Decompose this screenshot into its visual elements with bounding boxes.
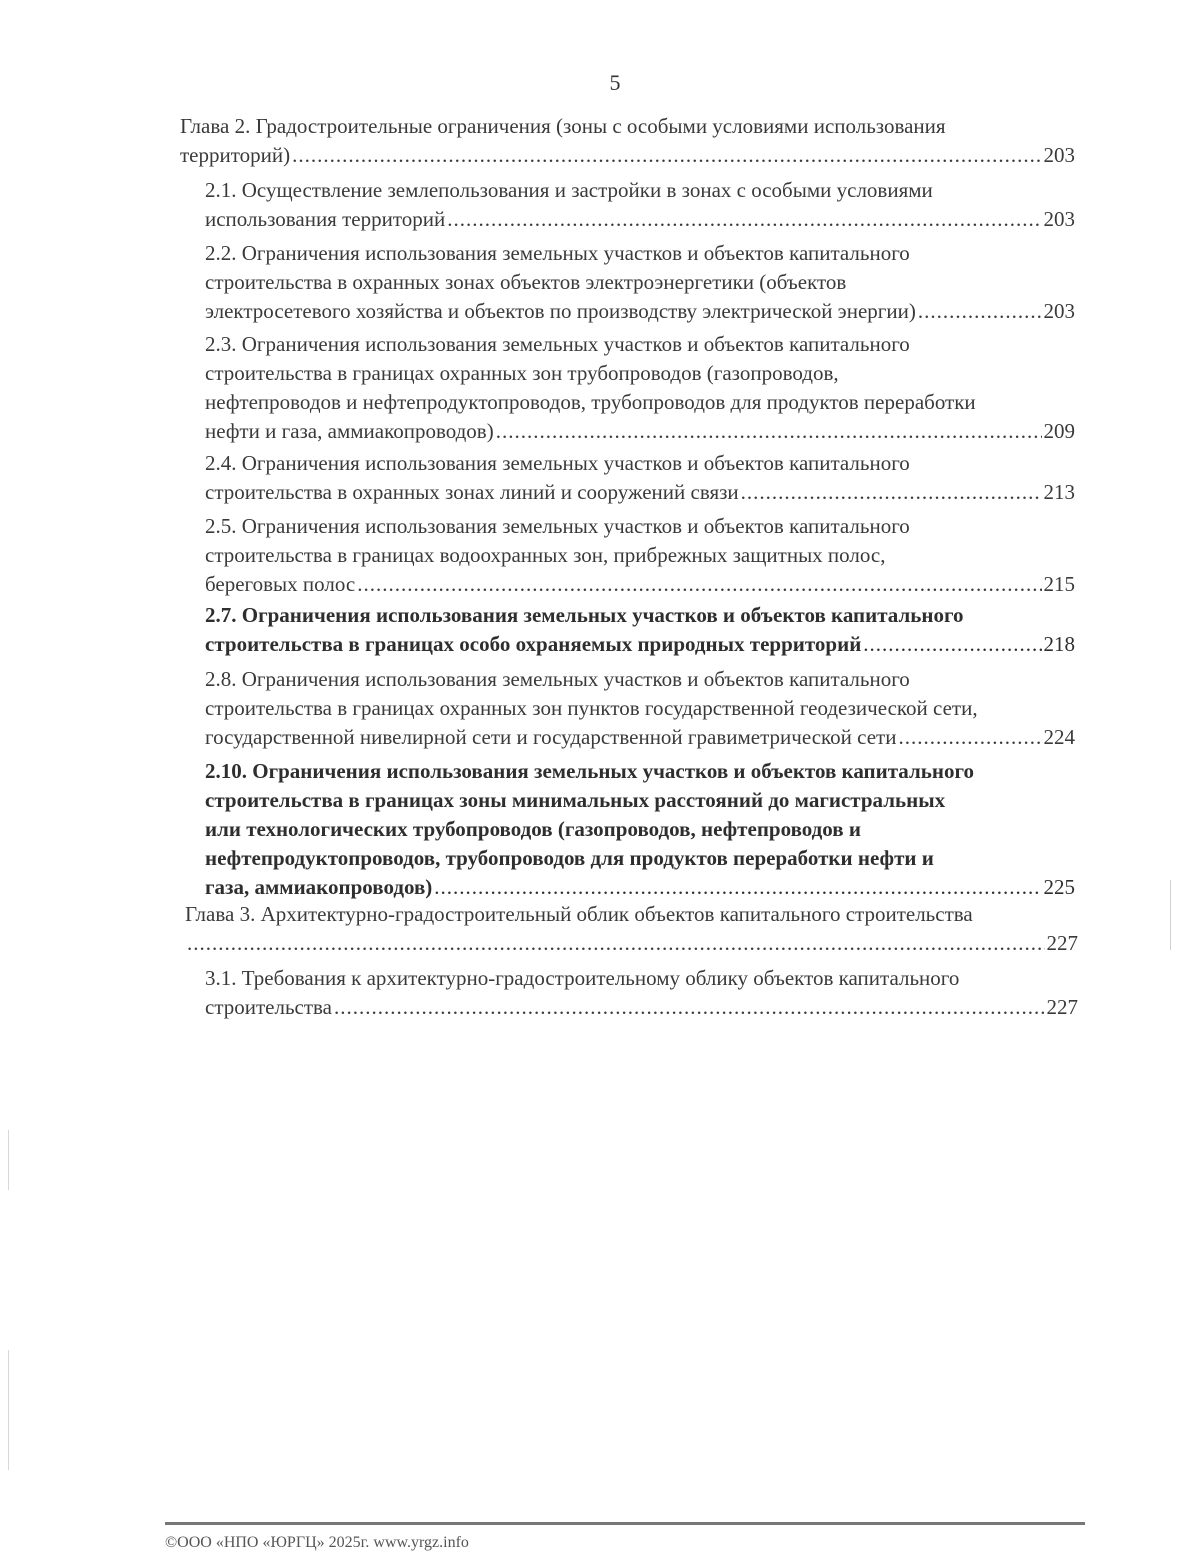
- toc-entry-leader-line: [205, 630, 1075, 659]
- toc-entry-leader-line: [205, 873, 1075, 902]
- toc-entry-line: строительства в охранных зонах линий и сооружений связи: [205, 480, 739, 504]
- toc-page-number: 218: [1043, 632, 1075, 656]
- toc-entry-line: 2.1. Осуществление землепользования и застройки в зонах с особыми условиями: [205, 178, 933, 202]
- toc-entry-line: государственной нивелирной сети и государственной гравиметрической сети: [205, 725, 897, 749]
- toc-entry-leader-line: [185, 929, 1078, 958]
- toc-entry-leader-line: [205, 417, 1075, 446]
- toc-page-number: 224: [1043, 725, 1075, 749]
- toc-entry-line: 2.8. Ограничения использования земельных участков и объектов капитального: [205, 667, 910, 691]
- toc-entry-line: Глава 3. Архитектурно-градостроительный облик объектов капитального строительства: [185, 902, 973, 926]
- toc-entry-leader-line: [205, 570, 1075, 599]
- toc-entry-leader-line: [205, 205, 1075, 234]
- dot-leader: [187, 929, 1045, 958]
- toc-page-number: 209: [1043, 419, 1075, 443]
- toc-entry-line: 2.5. Ограничения использования земельных участков и объектов капитального: [205, 514, 910, 538]
- toc-entry: [205, 665, 1075, 752]
- toc-page-number: 215: [1043, 572, 1075, 596]
- toc-entry: [205, 176, 1075, 234]
- toc-entry-line: 2.3. Ограничения использования земельных участков и объектов капитального: [205, 332, 910, 356]
- toc-entry-line: использования территорий: [205, 207, 446, 231]
- dot-leader: [863, 630, 1041, 659]
- toc-entry-line: строительства: [205, 995, 333, 1019]
- toc-entry: [205, 601, 1075, 659]
- toc-page-number: 227: [1046, 931, 1078, 955]
- toc-entry-line: строительства в границах водоохранных зон, прибрежных защитных полос,: [205, 543, 886, 567]
- toc-page-number: 203: [1043, 143, 1075, 167]
- toc-entry: [205, 512, 1075, 599]
- toc-entry-line: 2.7. Ограничения использования земельных участков и объектов капитального: [205, 603, 964, 627]
- dot-leader: [496, 417, 1042, 446]
- dot-leader: [918, 297, 1042, 326]
- page-number: 5: [609, 70, 621, 95]
- toc-entry-line: строительства в границах охранных зон трубопроводов (газопроводов,: [205, 361, 839, 385]
- toc-entry-line: строительства в границах зоны минимальных расстояний до магистральных: [205, 788, 946, 812]
- scan-artifact: [8, 1130, 9, 1190]
- scan-artifact: [1170, 880, 1171, 950]
- toc-entry-line: строительства в границах охранных зон пунктов государственной геодезической сети,: [205, 696, 978, 720]
- toc-entry: [205, 330, 1075, 446]
- toc-page-number: 203: [1043, 299, 1075, 323]
- dot-leader: [741, 478, 1042, 507]
- toc-entry-line: 2.4. Ограничения использования земельных участков и объектов капитального: [205, 451, 910, 475]
- scan-artifact: [8, 1350, 9, 1470]
- toc-entry-line: электросетевого хозяйства и объектов по производству электрической энергии): [205, 299, 916, 323]
- toc-page-number: 227: [1046, 995, 1078, 1019]
- toc-entry-leader-line: [205, 723, 1075, 752]
- toc-entry-leader-line: [180, 141, 1075, 170]
- dot-leader: [292, 141, 1041, 170]
- toc-entry-line: строительства в охранных зонах объектов электроэнергетики (объектов: [205, 270, 847, 294]
- toc-entry: [205, 239, 1075, 326]
- footer-copyright: ©ООО «НПО «ЮРГЦ» 2025г. www.yrgz.info: [165, 1534, 469, 1551]
- toc-entry-line: или технологических трубопроводов (газопроводов, нефтепроводов и: [205, 817, 861, 841]
- dot-leader: [898, 723, 1041, 752]
- toc-entry-line: газа, аммиакопроводов): [205, 875, 433, 899]
- toc-page-number: 225: [1043, 875, 1075, 899]
- dot-leader: [447, 205, 1041, 234]
- dot-leader: [434, 873, 1041, 902]
- toc-entry-line: 2.2. Ограничения использования земельных участков и объектов капитального: [205, 241, 910, 265]
- toc-entry-line: нефтепроводов и нефтепродуктопроводов, трубопроводов для продуктов переработки: [205, 390, 976, 414]
- footer-divider: [165, 1522, 1085, 1525]
- dot-leader: [334, 993, 1044, 1022]
- toc-entry-line: строительства в границах особо охраняемых природных территорий: [205, 632, 862, 656]
- toc-page-number: 203: [1043, 207, 1075, 231]
- toc-entry: [205, 757, 1075, 902]
- toc-entry: [205, 964, 1078, 1022]
- toc-entry-leader-line: [205, 478, 1075, 507]
- toc-entry: [205, 449, 1075, 507]
- toc-entry-line: береговых полос: [205, 572, 356, 596]
- toc-entry-leader-line: [205, 297, 1075, 326]
- toc-entry-line: нефтепродуктопроводов, трубопроводов для продуктов переработки нефти и: [205, 846, 934, 870]
- toc-entry-line: территорий): [180, 143, 291, 167]
- toc-page-number: 213: [1043, 480, 1075, 504]
- toc-entry-line: 2.10. Ограничения использования земельных участков и объектов капитального: [205, 759, 974, 783]
- toc-entry-line: нефти и газа, аммиакопроводов): [205, 419, 494, 443]
- toc-entry: [180, 112, 1075, 170]
- dot-leader: [357, 570, 1041, 599]
- toc-entry: [185, 900, 1078, 958]
- toc-entry-leader-line: [205, 993, 1078, 1022]
- toc-entry-line: Глава 2. Градостроительные ограничения (зоны с особыми условиями использования: [180, 114, 946, 138]
- toc-entry-line: 3.1. Требования к архитектурно-градостроительному облику объектов капитального: [205, 966, 960, 990]
